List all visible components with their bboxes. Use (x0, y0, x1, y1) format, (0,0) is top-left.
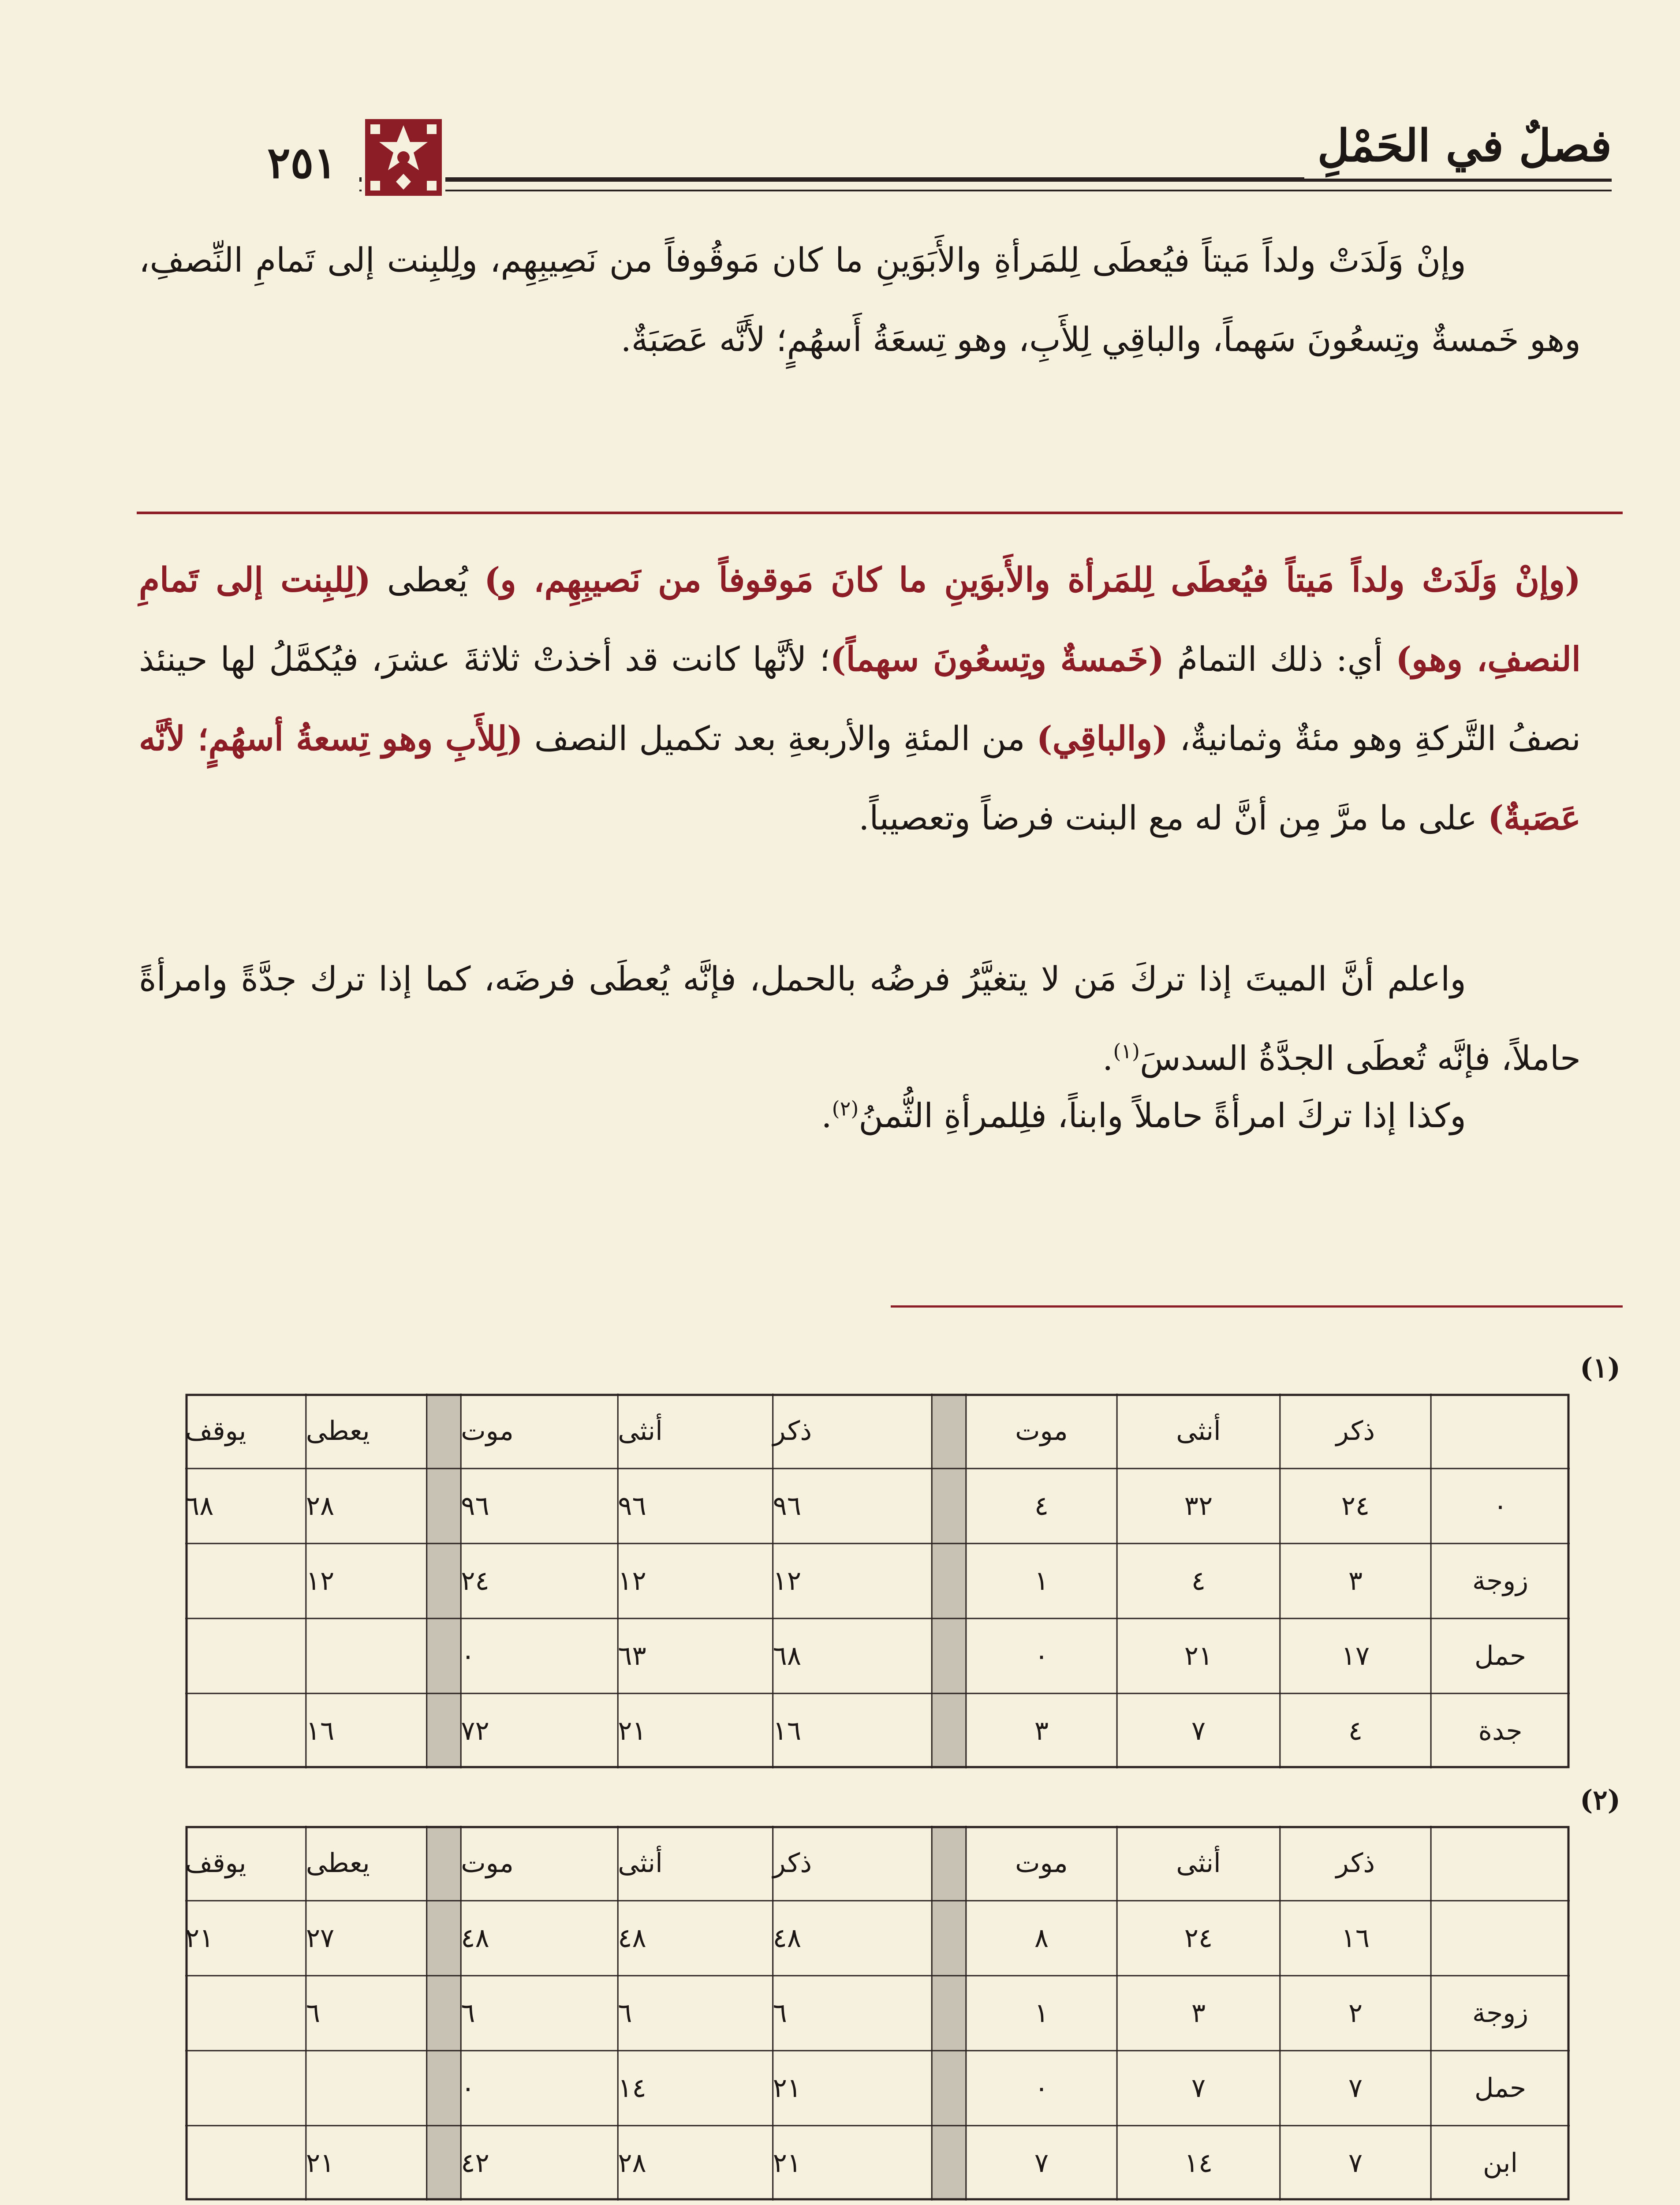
table-cell: ٣ (1191, 1998, 1206, 2029)
table-cell: ٤٨ (461, 1923, 489, 1954)
matn-quote: (خَمسةٌ وتِسعُونَ سهماً) (830, 639, 1165, 679)
table-cell: ١٦ (1341, 1923, 1370, 1954)
separator-band (427, 1826, 461, 2201)
table-cell: ٩٦ (773, 1491, 802, 1521)
table-header-cell: ذكر (1336, 1416, 1375, 1446)
table-header-cell: أنثى (618, 1848, 663, 1879)
sharh-text: وكذا إذا تركَ امرأةً حاملاً وابناً، فلِلمرأةِ الثُّمنُ (859, 1096, 1466, 1135)
table-cell: ٧ (1348, 2073, 1363, 2104)
table-cell: ٢٤ (1184, 1923, 1213, 1954)
table-cell: ١٧ (1341, 1641, 1370, 1671)
sharh-text: يُعطى (370, 560, 485, 599)
table-cell: ٤ (1191, 1566, 1206, 1596)
table-cell: ٣ (1348, 1566, 1363, 1596)
table-cell (185, 2126, 306, 2201)
table-cell: ٤ (1034, 1491, 1049, 1521)
footnote-table-2 (185, 1826, 1570, 2201)
table-cell: ١٤ (618, 2073, 646, 2104)
table-cell (185, 2051, 306, 2126)
table-cell: ٢ (1348, 1998, 1363, 2029)
table-cell: ١ (1034, 1998, 1049, 2029)
table-cell: ٣ (1034, 1715, 1049, 1746)
table-cell: ٢٧ (306, 1923, 335, 1954)
table-cell (185, 1544, 306, 1618)
table-cell: ٤٨ (773, 1923, 802, 1954)
table-cell: ١٦ (306, 1715, 335, 1746)
footnote-mark: (٢) (1580, 1784, 1620, 1816)
table-cell: ١٤ (1184, 2148, 1213, 2179)
table-header-cell: ذكر (773, 1416, 812, 1446)
separator-band (427, 1394, 461, 1768)
footnote-mark: (١) (1580, 1352, 1620, 1384)
table-header-cell: يعطى (306, 1848, 370, 1879)
table-cell (306, 2051, 427, 2126)
separator-band (932, 1394, 966, 1768)
page-number: ٢٥١ (245, 132, 359, 194)
table-cell: ٩٦ (461, 1491, 489, 1521)
table-cell: ٢٤ (461, 1566, 489, 1596)
table-cell: ٢٤ (1341, 1491, 1370, 1521)
table-row-label: حمل (1474, 1641, 1527, 1671)
footnote-ref[interactable]: (١) (1113, 1039, 1140, 1063)
table-row-label: ابن (1483, 2148, 1518, 2179)
table-cell: ٤٨ (618, 1923, 646, 1954)
table-cell: ٦ (306, 1998, 321, 2029)
table-cell: ٦٨ (773, 1641, 802, 1671)
table-header-cell: أنثى (1176, 1416, 1221, 1446)
sharh-text: ؛ لأنَّها كانت قد أخذتْ ثلاثةَ عشرَ، فيُكمَّلُ لها حينئذ نصفُ التَّركةِ وهو مئةٌ وثمانيةٌ، (139, 639, 1581, 758)
footnote-ref[interactable]: (٢) (832, 1096, 859, 1121)
table-row-label: حمل (1474, 2073, 1527, 2104)
table-cell: ٣٢ (1184, 1491, 1213, 1521)
matn-paragraph: وإنْ وَلَدَتْ ولداً مَيتاً فيُعطَى لِلمَرأةِ والأَبَوَينِ ما كان مَوقُوفاً من نَصِيبِهِم، ولِلبِنت إلى تَمامِ النِّصفِ، وهو خَمسةٌ وتِسعُونَ سَهماً، والباقِي لِلأَبِ، وهو تِسعَةُ أَسهُمٍ؛ لأَنَّه عَصَبَةٌ. (139, 240, 1581, 359)
table-cell: ١ (1034, 1566, 1049, 1596)
table-cell: ١٢ (618, 1566, 646, 1596)
table-cell: ٢٨ (618, 2148, 646, 2179)
table-cell: ٢١ (185, 1923, 214, 1954)
matn-quote: (لِلبِنت إلى تَمامِ النصفِ، وهو) (139, 560, 1581, 679)
sharh-text: . (1102, 1039, 1113, 1078)
matn-quote: (لِلأَبِ وهو تِسعةُ أسهُمٍ؛ لأنَّه عَصَبةٌ) (139, 719, 1581, 837)
table-row-label: زوجة (1472, 1998, 1529, 2029)
sharh-paragraph-3 (139, 1076, 1581, 1155)
table-cell: ٧ (1191, 1715, 1206, 1746)
table-cell: ١٦ (773, 1715, 802, 1746)
table-row-label: زوجة (1472, 1566, 1529, 1596)
footnote-table-1 (185, 1394, 1570, 1768)
table-cell (185, 1618, 306, 1693)
table-header-cell: أنثى (1176, 1848, 1221, 1879)
ornament-icon (362, 116, 445, 199)
table-header-cell: يعطى (306, 1416, 370, 1446)
table-header-cell: موت (461, 1416, 514, 1446)
matn-quote: (والباقِي) (1036, 719, 1169, 758)
table-header-cell: موت (461, 1848, 514, 1879)
table-cell: ٠ (461, 1641, 475, 1671)
matn-quote: (وإنْ وَلَدَتْ ولداً مَيتاً فيُعطَى لِلمَرأة والأَبوَينِ ما كانَ مَوقوفاً من نَصيبِهِم، و) (484, 560, 1581, 599)
chapter-title: فصلٌ في الحَمْلِ (1304, 112, 1612, 179)
header-rule-thin (245, 190, 1612, 191)
sharh-text: أي: ذلك التمامُ (1164, 639, 1396, 679)
table-cell: ٢١ (773, 2073, 802, 2104)
table-row-label: ٠ (1493, 1491, 1508, 1521)
table-cell: ٢١ (773, 2148, 802, 2179)
matn-separator (137, 512, 1623, 514)
table-header-cell: موت (1015, 1416, 1068, 1446)
sharh-paragraph-2 (139, 939, 1581, 1098)
table-cell: ٠ (1034, 1641, 1049, 1671)
sharh-text: على ما مرَّ مِن أنَّ له مع البنت فرضاً وتعصيباً. (859, 798, 1488, 837)
table-cell: ٩٦ (618, 1491, 646, 1521)
footnote-separator (891, 1305, 1623, 1308)
table-cell: ٦ (461, 1998, 475, 2029)
table-header-cell: ذكر (773, 1848, 812, 1879)
table-cell: ٠ (461, 2073, 475, 2104)
table-row-label: جدة (1478, 1715, 1523, 1746)
table-cell (185, 1976, 306, 2051)
table-row-label (1431, 1901, 1570, 1976)
sharh-text: من المئةِ والأربعةِ بعد تكميل النصف (523, 719, 1037, 758)
table-cell: ٧ (1191, 2073, 1206, 2104)
table-cell: ١٢ (773, 1566, 802, 1596)
table-cell (185, 1693, 306, 1768)
table-cell: ٠ (1034, 2073, 1049, 2104)
table-cell: ٤٢ (461, 2148, 489, 2179)
table-cell: ٢١ (1184, 1641, 1213, 1671)
table-header-cell: ذكر (1336, 1848, 1375, 1879)
table-header-cell: يوقف (185, 1416, 246, 1446)
table-cell: ٧ (1348, 2148, 1363, 2179)
table-header-cell: موت (1015, 1848, 1068, 1879)
table-cell: ٦٨ (185, 1491, 214, 1521)
table-cell (306, 1618, 427, 1693)
table-cell: ٧ (1034, 2148, 1049, 2179)
table-cell: ٢١ (618, 1715, 646, 1746)
table-header-cell: أنثى (618, 1416, 663, 1446)
separator-band (932, 1826, 966, 2201)
table-header-cell: يوقف (185, 1848, 246, 1879)
table-cell: ٦٣ (618, 1641, 646, 1671)
table-cell: ٦ (618, 1998, 632, 2029)
table-cell: ٤ (1348, 1715, 1363, 1746)
table-cell: ٧٢ (461, 1715, 489, 1746)
sharh-text: . (821, 1096, 832, 1135)
table-cell: ١٢ (306, 1566, 335, 1596)
table-cell: ٢١ (306, 2148, 335, 2179)
table-cell: ٢٨ (306, 1491, 335, 1521)
table-cell: ٨ (1034, 1923, 1049, 1954)
sharh-text: واعلم أنَّ الميتَ إذا تركَ مَن لا يتغيَّرُ فرضُه بالحمل، فإنَّه يُعطَى فرضَه، كما إذا ترك جدَّةً وامرأةً حاملاً، فإنَّه تُعطَى الجدَّةُ السدسَ (139, 959, 1581, 1078)
table-cell: ٦ (773, 1998, 787, 2029)
sharh-paragraph (139, 540, 1581, 858)
